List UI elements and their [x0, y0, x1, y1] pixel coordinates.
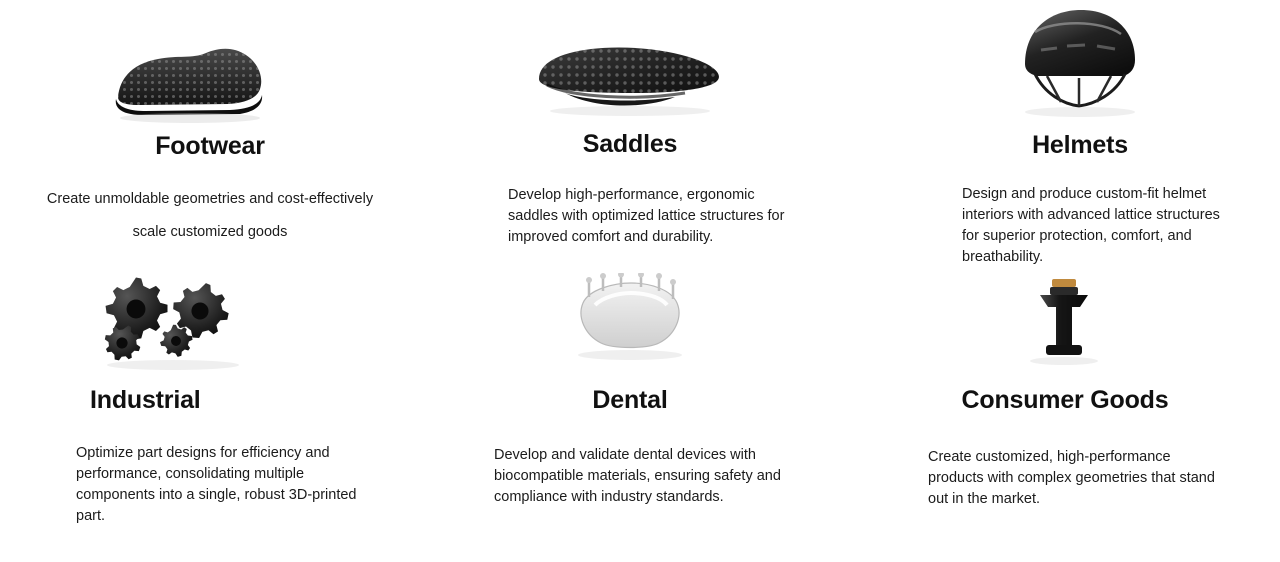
card-consumer[interactable]	[900, 268, 1230, 510]
card-saddles[interactable]	[470, 8, 790, 248]
dental-image	[470, 268, 790, 373]
helmets-image	[930, 0, 1230, 120]
card-description: Develop and validate dental devices with biocompatible materials, ensuring safety and compliance with industry standards.	[494, 446, 781, 505]
card-footwear[interactable]	[40, 8, 380, 249]
card-helmets[interactable]	[930, 0, 1230, 268]
saddles-image	[470, 8, 790, 123]
card-title: Dental	[592, 386, 668, 414]
card-title: Saddles	[582, 130, 678, 158]
card-description: Create unmoldable geometries and cost-effectively scale customized goods	[46, 190, 374, 240]
card-title: Footwear	[155, 132, 265, 160]
card-dental[interactable]	[470, 268, 790, 508]
card-description: Develop high-performance, ergonomic saddles with optimized lattice structures for improved comfort and durability.	[508, 186, 785, 245]
card-industrial[interactable]	[40, 268, 380, 527]
card-title: Consumer Goods	[961, 386, 1169, 414]
card-description: Optimize part designs for efficiency and performance, consolidating multiple components into a single, robust 3D-printed part.	[76, 444, 357, 524]
footwear-image	[40, 8, 380, 123]
card-title: Industrial	[90, 386, 201, 414]
card-description: Design and produce custom-fit helmet interiors with advanced lattice structures for superior protection, comfort, and breathability.	[962, 185, 1220, 265]
card-title: Helmets	[1032, 131, 1128, 159]
consumer-goods-image	[900, 268, 1230, 373]
industrial-image	[40, 268, 380, 373]
card-description: Create customized, high-performance products with complex geometries that stand out in the market.	[928, 448, 1215, 507]
